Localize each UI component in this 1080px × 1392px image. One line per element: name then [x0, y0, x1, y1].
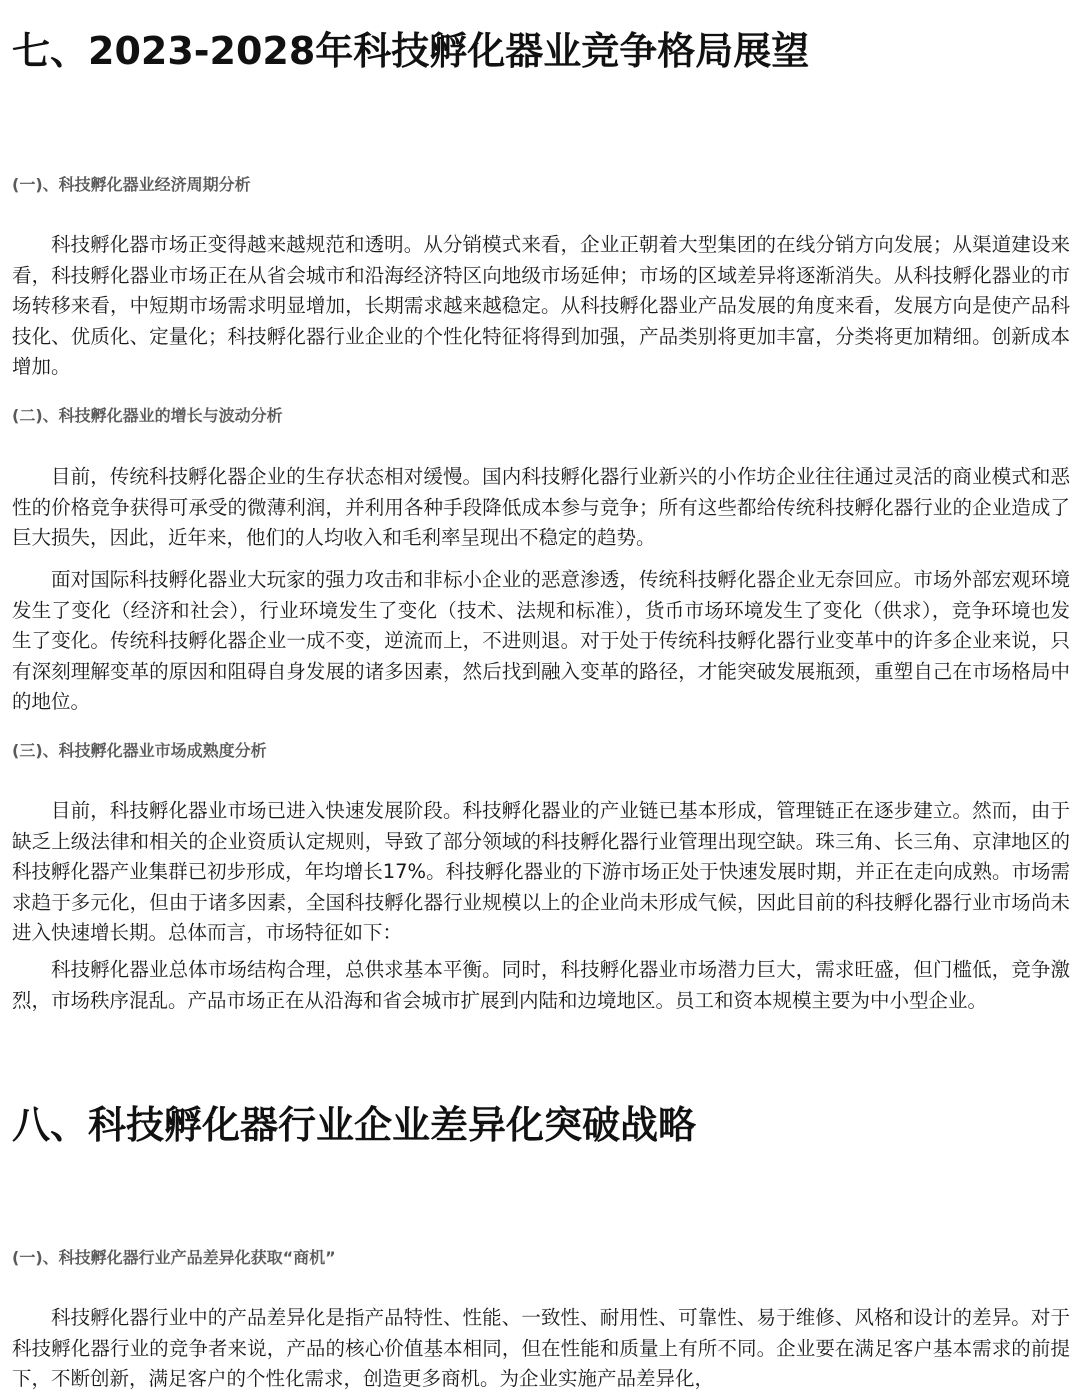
section-7-1-paragraph: 科技孵化器市场正变得越来越规范和透明。从分销模式来看，企业正朝着大型集团的在线分销方向发展；从渠道建设来看，科技孵化器业市场正在从省会城市和沿海经济特区向地级市场延伸；市场的区域差异将逐渐消失。从科技孵化器业的市场转移来看，中短期市场需求明显增加，长期需求越来越稳定。从科技孵化器业产品发展的角度来看，发展方向是使产品科技化、优质化、定量化；科技孵化器行业企业的个性化特征将得到加强，产品类别将更加丰富，分类将更加精细。创新成本增加。 — [12, 233, 1070, 378]
section-7-2-heading: (二)、科技孵化器业的增长与波动分析 — [12, 406, 283, 425]
section-7-3-heading: (三)、科技孵化器业市场成熟度分析 — [12, 741, 267, 760]
section-8-title: 八、科技孵化器行业企业差异化突破战略 — [12, 1103, 697, 1147]
section-7-title: 七、2023-2028年科技孵化器业竞争格局展望 — [12, 29, 810, 73]
section-7-1-heading: (一)、科技孵化器业经济周期分析 — [12, 175, 251, 194]
section-8-1-paragraph: 科技孵化器行业中的产品差异化是指产品特性、性能、一致性、耐用性、可靠性、易于维修、风格和设计的差异。对于科技孵化器行业的竞争者来说，产品的核心价值基本相同，但在性能和质量上有所不同。企业要在满足客户基本需求的前提下，不断创新，满足客户的个性化需求，创造更多商机。为企业实施产品差异化， — [12, 1306, 1070, 1390]
section-7-2-paragraph-1: 目前，传统科技孵化器企业的生存状态相对缓慢。国内科技孵化器行业新兴的小作坊企业往往通过灵活的商业模式和恶性的价格竞争获得可承受的微薄利润，并利用各种手段降低成本参与竞争；所有这些都给传统科技孵化器行业的企业造成了巨大损失，因此，近年来，他们的人均收入和毛利率呈现出不稳定的趋势。 — [12, 465, 1070, 549]
section-7-3-paragraph-2: 科技孵化器业总体市场结构合理，总供求基本平衡。同时，科技孵化器业市场潜力巨大，需求旺盛，但门槛低，竞争激烈，市场秩序混乱。产品市场正在从沿海和省会城市扩展到内陆和边境地区。员工和资本规模主要为中小型企业。 — [12, 958, 1070, 1012]
section-8-1-heading: (一)、科技孵化器行业产品差异化获取“商机” — [12, 1248, 336, 1267]
section-7-3-paragraph-1: 目前，科技孵化器业市场已进入快速发展阶段。科技孵化器业的产业链已基本形成，管理链正在逐步建立。然而，由于缺乏上级法律和相关的企业资质认定规则，导致了部分领域的科技孵化器行业管理出现空缺。珠三角、长三角、京津地区的科技孵化器产业集群已初步形成，年均增长17%。科技孵化器业的下游市场正处于快速发展时期，并正在走向成熟。市场需求趋于多元化，但由于诸多因素，全国科技孵化器行业规模以上的企业尚未形成气候，因此目前的科技孵化器行业市场尚未进入快速增长期。总体而言，市场特征如下： — [12, 799, 1070, 944]
section-7-2-paragraph-2: 面对国际科技孵化器业大玩家的强力攻击和非标小企业的恶意渗透，传统科技孵化器企业无奈回应。市场外部宏观环境发生了变化（经济和社会），行业环境发生了变化（技术、法规和标准），货币市场环境发生了变化（供求），竞争环境也发生了变化。传统科技孵化器企业一成不变，逆流而上，不进则退。对于处于传统科技孵化器行业变革中的许多企业来说，只有深刻理解变革的原因和阻碍自身发展的诸多因素，然后找到融入变革的路径，才能突破发展瓶颈，重塑自己在市场格局中的地位。 — [12, 568, 1070, 713]
